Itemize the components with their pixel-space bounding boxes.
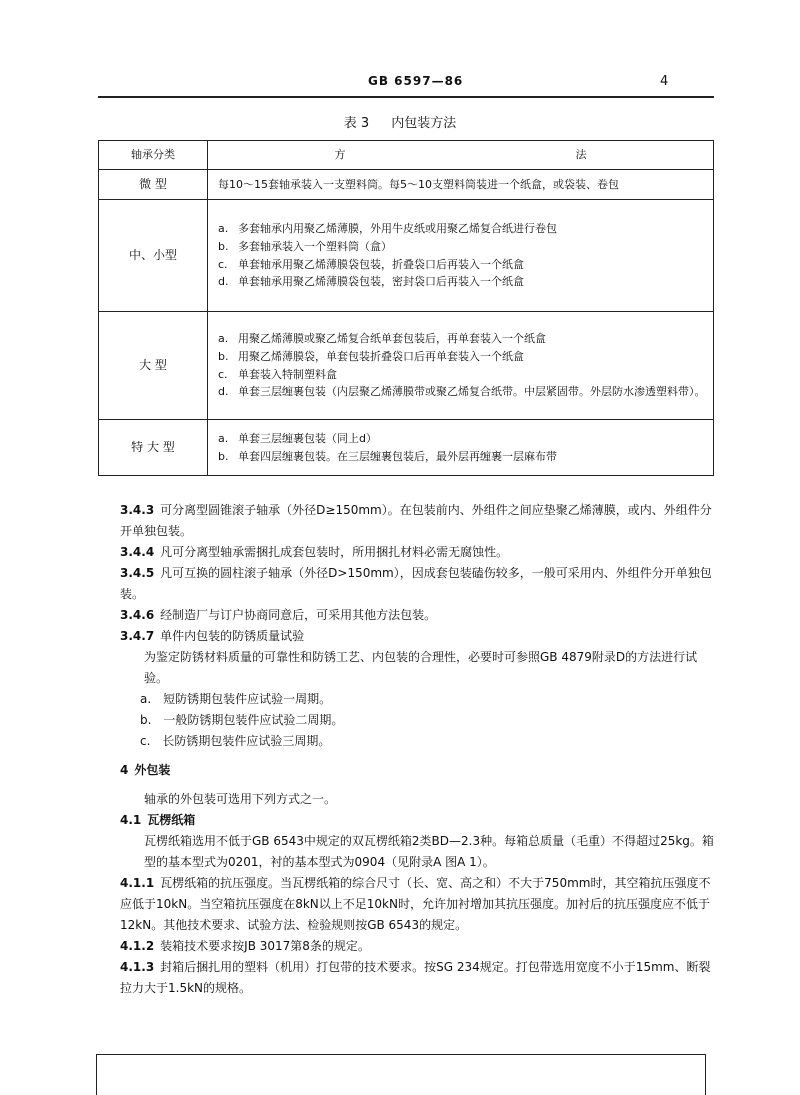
table-number: 表 3 — [343, 116, 370, 131]
clause-3-4-7: 3.4.7 单件内包装的防锈质量试验 — [120, 629, 305, 643]
clause-4-1-3: 4.1.3 封箱后捆扎用的塑料（机用）打包带的技术要求。按SG 234规定。打包带选用宽度不小于15mm、断裂拉力大于1.5kN的规格。 — [120, 960, 711, 995]
method-line: a. 单套三层缠裹包装（同上d） — [218, 431, 377, 445]
method-line: c. 单套装入特制塑料盒 — [218, 367, 337, 381]
table-row — [99, 170, 714, 200]
clause-4-1-2: 4.1.2 装箱技术要求按JB 3017第8条的规定。 — [120, 939, 370, 953]
methods-cell — [208, 312, 714, 420]
clause-3-4-6: 3.4.6 经制造厂与订户协商同意后，可采用其他方法包装。 — [120, 608, 437, 622]
clause-3-4-3: 3.4.3 可分离型圆锥滚子轴承（外径D≥150mm）。在包装前内、外组件之间应垫聚乙烯薄膜，或内、外组件分开单独包装。 — [120, 503, 712, 538]
page-number: 4 — [660, 74, 669, 89]
clause-3-4-7-intro: 为鉴定防锈材料质量的可靠性和防锈工艺、内包装的合理性，必要时可参照GB 4879附录D的方法进行试验。 — [144, 650, 698, 685]
method-line: a. 多套轴承内用聚乙烯薄膜，外用牛皮纸或用聚乙烯复合纸进行卷包 — [218, 222, 557, 236]
method-line: d. 单套轴承用聚乙烯薄膜袋包装，密封袋口后再装入一个纸盒 — [218, 275, 524, 289]
table-row — [99, 200, 714, 312]
table-caption: 内包装方法 — [391, 116, 457, 131]
standard-number: GB 6597—86 — [368, 74, 464, 88]
clause-3-4-5: 3.4.5 凡可互换的圆柱滚子轴承（外径D>150mm），因成套包装磕伤较多，一般可采用内、外组件分开单独包装。 — [120, 566, 712, 601]
method-line: a. 用聚乙烯薄膜或聚乙烯复合纸单套包装后，再单套装入一个纸盒 — [218, 332, 546, 346]
bottom-frame — [96, 1054, 706, 1095]
table-row — [99, 420, 714, 476]
section-4-heading: 4 外包装 — [120, 763, 171, 777]
clause-3-4-4: 3.4.4 凡可分离型轴承需捆扎成套包装时，所用捆扎材料必需无腐蚀性。 — [120, 545, 509, 559]
list-item: a. 短防锈期包装件应试验一周期。 — [140, 692, 332, 706]
page-header — [0, 74, 800, 94]
methods-cell — [208, 420, 714, 476]
table-header-row — [99, 141, 714, 170]
inner-packaging-table — [98, 140, 714, 476]
method-line: c. 单套轴承用聚乙烯薄膜袋包装，折叠袋口后再装入一个纸盒 — [218, 257, 524, 271]
clause-4-1-1: 4.1.1 瓦楞纸箱的抗压强度。当瓦楞纸箱的综合尺寸（长、宽、高之和）不大于750mm时，其空箱抗压强度不应低于10kN。当空箱抗压强度在8kN以上不足10kN时，允许加衬增加其抗压强度。加衬后的抗压强度应不低于12kN。其他技术要求、试验方法、检验规则按GB 6543的规定。 — [120, 876, 711, 932]
method-line: b. 单套四层缠裹包装。在三层缠裹包装后，最外层再缠裹一层麻布带 — [218, 449, 557, 463]
header-category: 轴承分类 — [99, 141, 208, 170]
method-line: 每10～15套轴承装入一支塑料筒。每5～10支塑料筒装进一个纸盒，或袋装、卷包 — [218, 177, 619, 191]
table-row — [99, 312, 714, 420]
list-item: b. 一般防锈期包装件应试验二周期。 — [140, 713, 344, 727]
method-line: b. 多套轴承装入一个塑料筒（盒） — [218, 239, 392, 253]
table-title — [0, 112, 800, 131]
method-line: b. 用聚乙烯薄膜袋，单套包装折叠袋口后再单套装入一个纸盒 — [218, 349, 524, 363]
category-cell: 大 型 — [99, 312, 208, 420]
methods-cell — [208, 170, 714, 200]
category-cell: 微 型 — [99, 170, 208, 200]
methods-cell — [208, 200, 714, 312]
category-cell: 特 大 型 — [99, 420, 208, 476]
category-cell: 中、小型 — [99, 200, 208, 312]
clause-4-1-text: 瓦楞纸箱选用不低于GB 6543中规定的双瓦楞纸箱2类BD—2.3种。每箱总质量（毛重）不得超过25kg。箱型的基本型式为0201，衬的基本型式为0904（见附录A 图A 1）。 — [144, 834, 714, 869]
header-method: 方 法 — [208, 141, 714, 170]
method-line: d. 单套三层缠裹包装（内层聚乙烯薄膜带或聚乙烯复合纸带。中层紧固带。外层防水渗透塑料带）。 — [218, 385, 706, 399]
clause-4-1-heading: 4.1 瓦楞纸箱 — [120, 813, 196, 827]
header-rule — [98, 96, 714, 98]
list-item: c. 长防锈期包装件应试验三周期。 — [140, 734, 331, 748]
document-body — [120, 500, 720, 999]
section-4-intro: 轴承的外包装可选用下列方式之一。 — [144, 792, 337, 806]
